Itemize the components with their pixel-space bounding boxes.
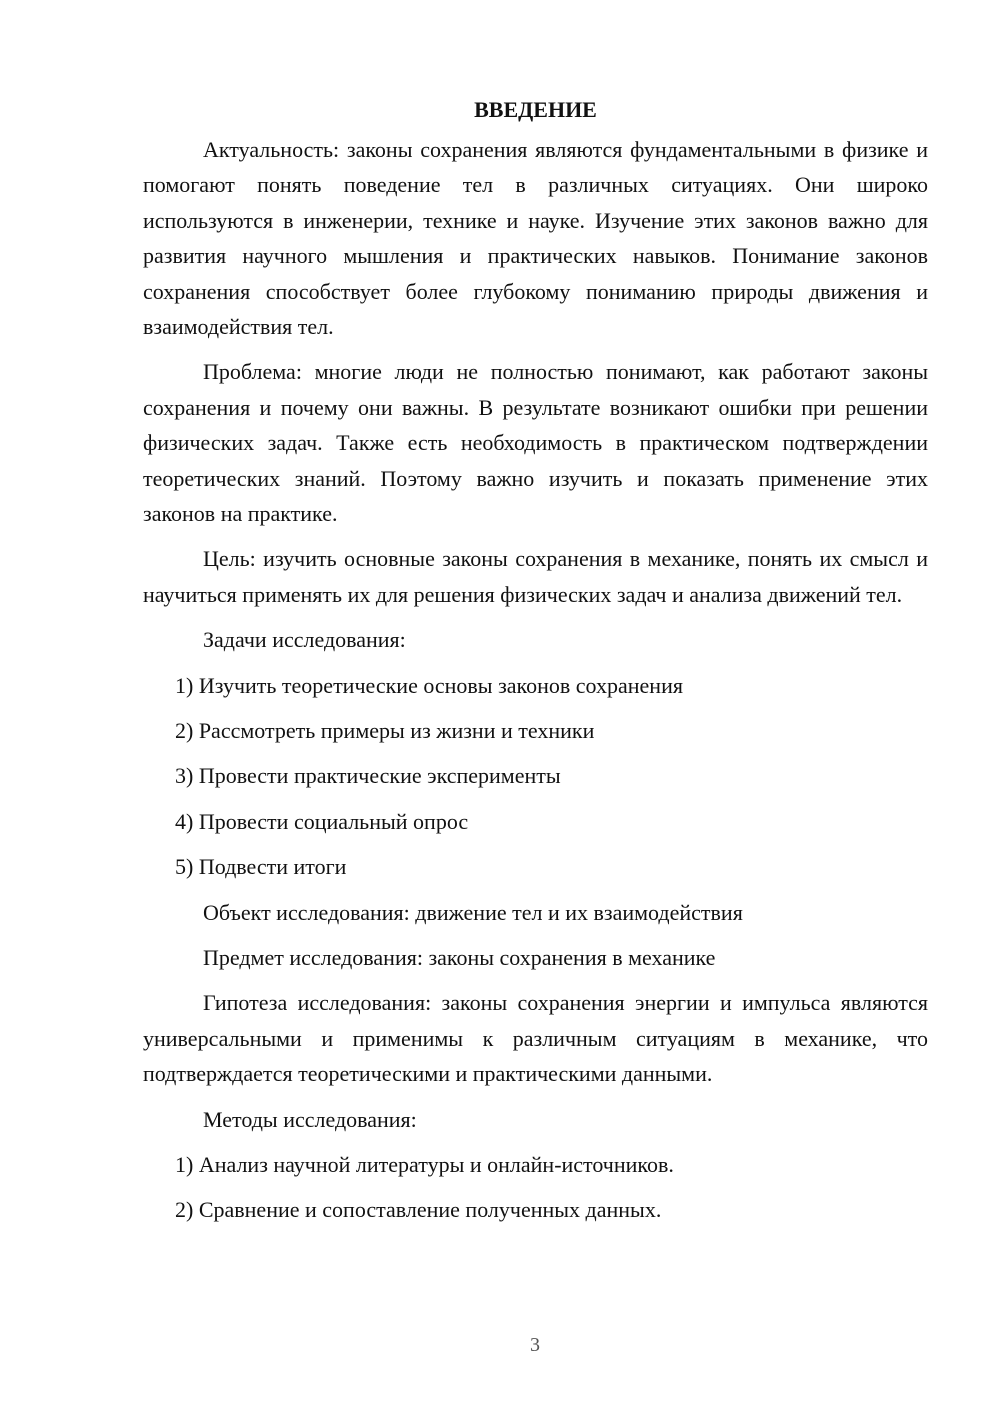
relevance-paragraph: Актуальность: законы сохранения являются фундаментальными в физике и помогают понять поведение тел в различных ситуациях. Они широко используются в инженерии, технике и науке. Изучение этих законов важно для развития научного мышления и практических навыков. Понимание законов сохранения способствует более глубокому пониманию природы движения и взаимодействия тел.	[143, 137, 928, 340]
task-item-5: 5) Подвести итоги	[175, 854, 347, 880]
problem-paragraph: Проблема: многие люди не полностью понимают, как работают законы сохранения и почему они важны. В результате возникают ошибки при решении физических задач. Также есть необходимость в практическом подтверждении теоретических знаний. Поэтому важно изучить и показать применение этих законов на практике.	[143, 359, 928, 527]
tasks-heading: Задачи исследования:	[203, 627, 406, 653]
task-item-1: 1) Изучить теоретические основы законов сохранения	[175, 672, 683, 698]
hypothesis-paragraph: Гипотеза исследования: законы сохранения энергии и импульса являются универсальными и применимы к различным ситуациям в механике, что подтверждается теоретическими и практическими данными.	[143, 990, 928, 1087]
page-number: 3	[530, 1334, 540, 1356]
goal-paragraph: Цель: изучить основные законы сохранения в механике, понять их смысл и научиться применять их для решения физических задач и анализа движений тел.	[143, 546, 928, 607]
research-object: Объект исследования: движение тел и их взаимодействия	[203, 899, 743, 925]
task-item-4: 4) Провести социальный опрос	[175, 808, 469, 834]
section-title: ВВЕДЕНИЕ	[474, 97, 597, 122]
method-item-1: 1) Анализ научной литературы и онлайн-источников.	[175, 1152, 674, 1178]
page-content	[143, 92, 928, 1238]
research-subject: Предмет исследования: законы сохранения в механике	[203, 945, 716, 971]
task-item-3: 3) Провести практические эксперименты	[175, 763, 561, 789]
methods-heading: Методы исследования:	[203, 1106, 417, 1132]
method-item-2: 2) Сравнение и сопоставление полученных данных.	[175, 1197, 662, 1223]
task-item-2: 2) Рассмотреть примеры из жизни и техники	[175, 718, 595, 744]
